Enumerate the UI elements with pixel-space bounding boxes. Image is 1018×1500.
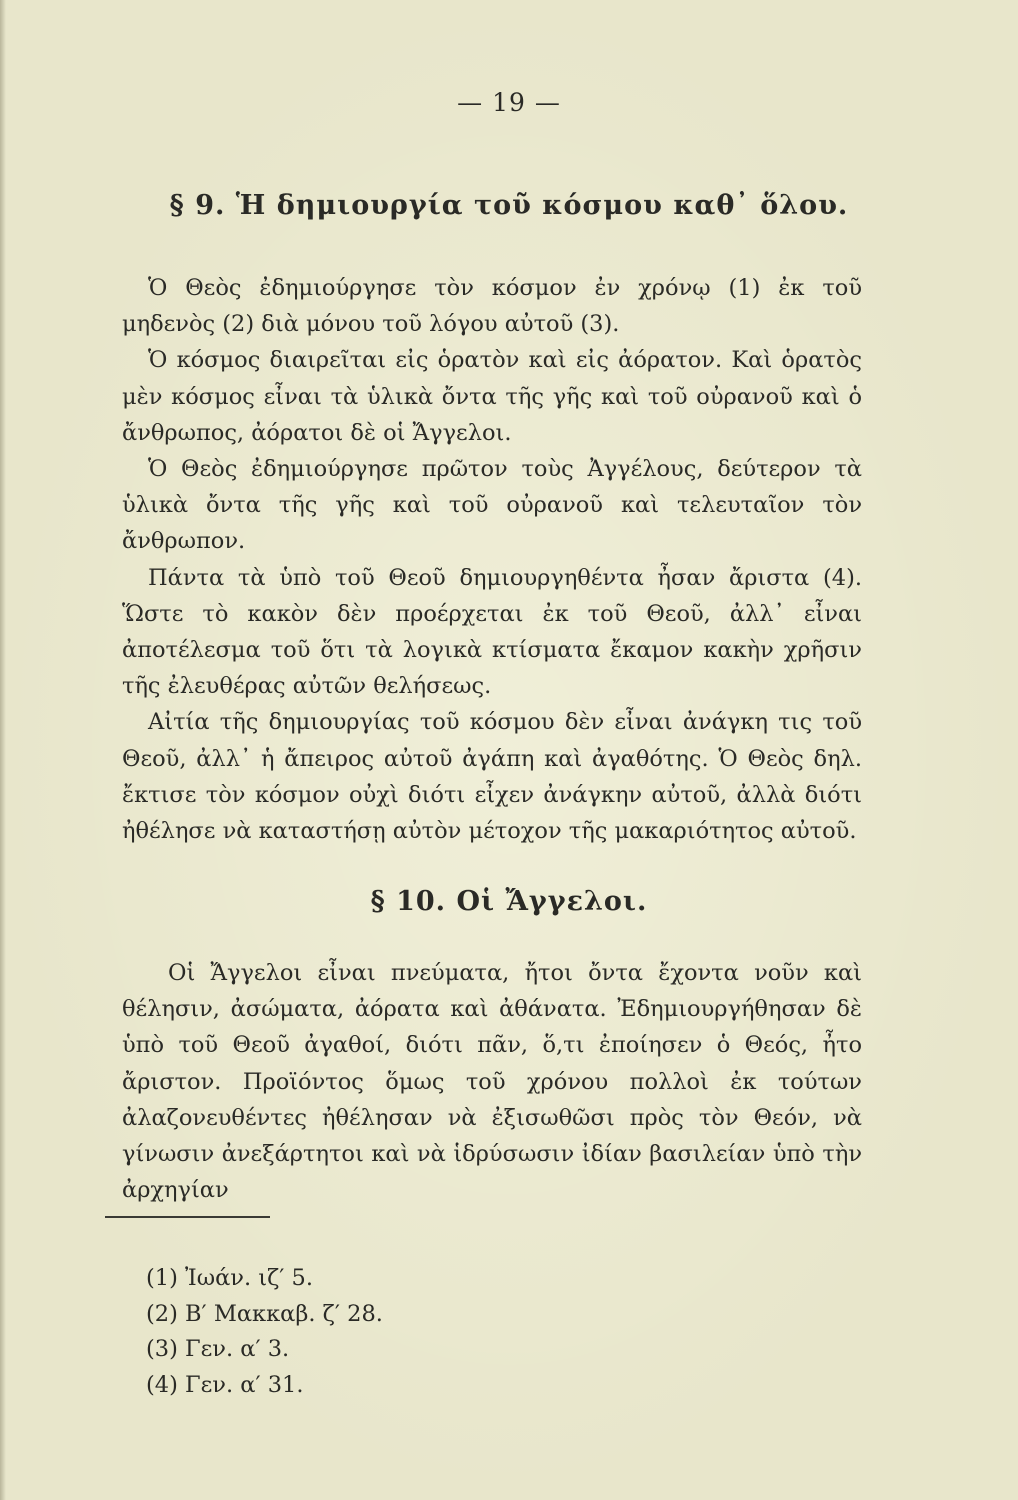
paragraph: Οἱ Ἄγγελοι εἶναι πνεύματα, ἤτοι ὄντα ἔχοντα νοῦν καὶ θέλησιν, ἀσώματα, ἀόρατα καὶ ἀθάνατα. Ἐδημιουργήθησαν δὲ ὑπὸ τοῦ Θεοῦ ἀγαθοί, διότι πᾶν, ὅ,τι ἐποίησεν ὁ Θεός, ἦτο ἄριστον. Προϊόντος ὅμως τοῦ χρόνου πολλοὶ ἐκ τούτων ἀλαζονευθέντες ἠθέλησαν νὰ ἐξισωθῶσι πρὸς τὸν Θεόν, νὰ γίνωσιν ἀνεξάρτητοι καὶ νὰ ἱδρύσωσιν ἰδίαν βασιλείαν ὑπὸ τὴν ἀρχηγίαν [122, 960, 862, 1204]
section-10-heading: § 10. Οἱ Ἄγγελοι. [370, 886, 648, 917]
page-edge-shadow [0, 0, 6, 1500]
footnote-divider [105, 1216, 270, 1218]
section-10-body [122, 955, 862, 1208]
paragraph: Αἰτία τῆς δημιουργίας τοῦ κόσμου δὲν εἶναι ἀνάγκη τις τοῦ Θεοῦ, ἀλλ᾽ ἡ ἄπειρος αὐτοῦ ἀγάπη καὶ ἀγαθότης. Ὁ Θεὸς δηλ. ἔκτισε τὸν κόσμον οὐχὶ διότι εἶχεν ἀνάγκην αὐτοῦ, ἀλλὰ διότι ἠθέλησε νὰ καταστήσῃ αὐτὸν μέτοχον τῆς μακαριότητος αὐτοῦ. [122, 709, 862, 845]
footnote: (1) Ἰωάν. ιζ′ 5. [146, 1265, 314, 1291]
footnotes [146, 1261, 383, 1403]
footnote: (2) Β′ Μακκαβ. ζ′ 28. [146, 1300, 383, 1327]
footnote: (3) Γεν. α′ 3. [146, 1336, 290, 1362]
paragraph: Ὁ Θεὸς ἐδημιούργησε πρῶτον τοὺς Ἀγγέλους, δεύτερον τὰ ὑλικὰ ὄντα τῆς γῆς καὶ τοῦ οὐρανοῦ καὶ τελευταῖον τὸν ἄνθρωπον. [122, 456, 862, 555]
paragraph: Πάντα τὰ ὑπὸ τοῦ Θεοῦ δημιουργηθέντα ἦσαν ἄριστα (4). Ὥστε τὸ κακὸν δὲν προέρχεται ἐκ τοῦ Θεοῦ, ἀλλ᾽ εἶναι ἀποτέλεσμα τοῦ ὅτι τὰ λογικὰ κτίσματα ἔκαμον κακὴν χρῆσιν τῆς ἐλευθέρας αὐτῶν θελήσεως. [122, 564, 862, 700]
section-9-body [122, 270, 862, 849]
section-9-heading: § 9. Ἡ δημιουργία τοῦ κόσμου καθ᾽ ὅλου. [169, 190, 849, 221]
paragraph: Ὁ Θεὸς ἐδημιούργησε τὸν κόσμον ἐν χρόνῳ (1) ἐκ τοῦ μηδενὸς (2) διὰ μόνου τοῦ λόγου αὐτοῦ (3). [122, 275, 862, 338]
page-number: — 19 — [457, 88, 561, 117]
paragraph: Ὁ κόσμος διαιρεῖται εἰς ὁρατὸν καὶ εἰς ἀόρατον. Καὶ ὁρατὸς μὲν κόσμος εἶναι τὰ ὑλικὰ ὄντα τῆς γῆς καὶ τοῦ οὐρανοῦ καὶ ὁ ἄνθρωπος, ἀόρατοι δὲ οἱ Ἄγγελοι. [122, 347, 862, 446]
footnote: (4) Γεν. α′ 31. [146, 1371, 304, 1398]
